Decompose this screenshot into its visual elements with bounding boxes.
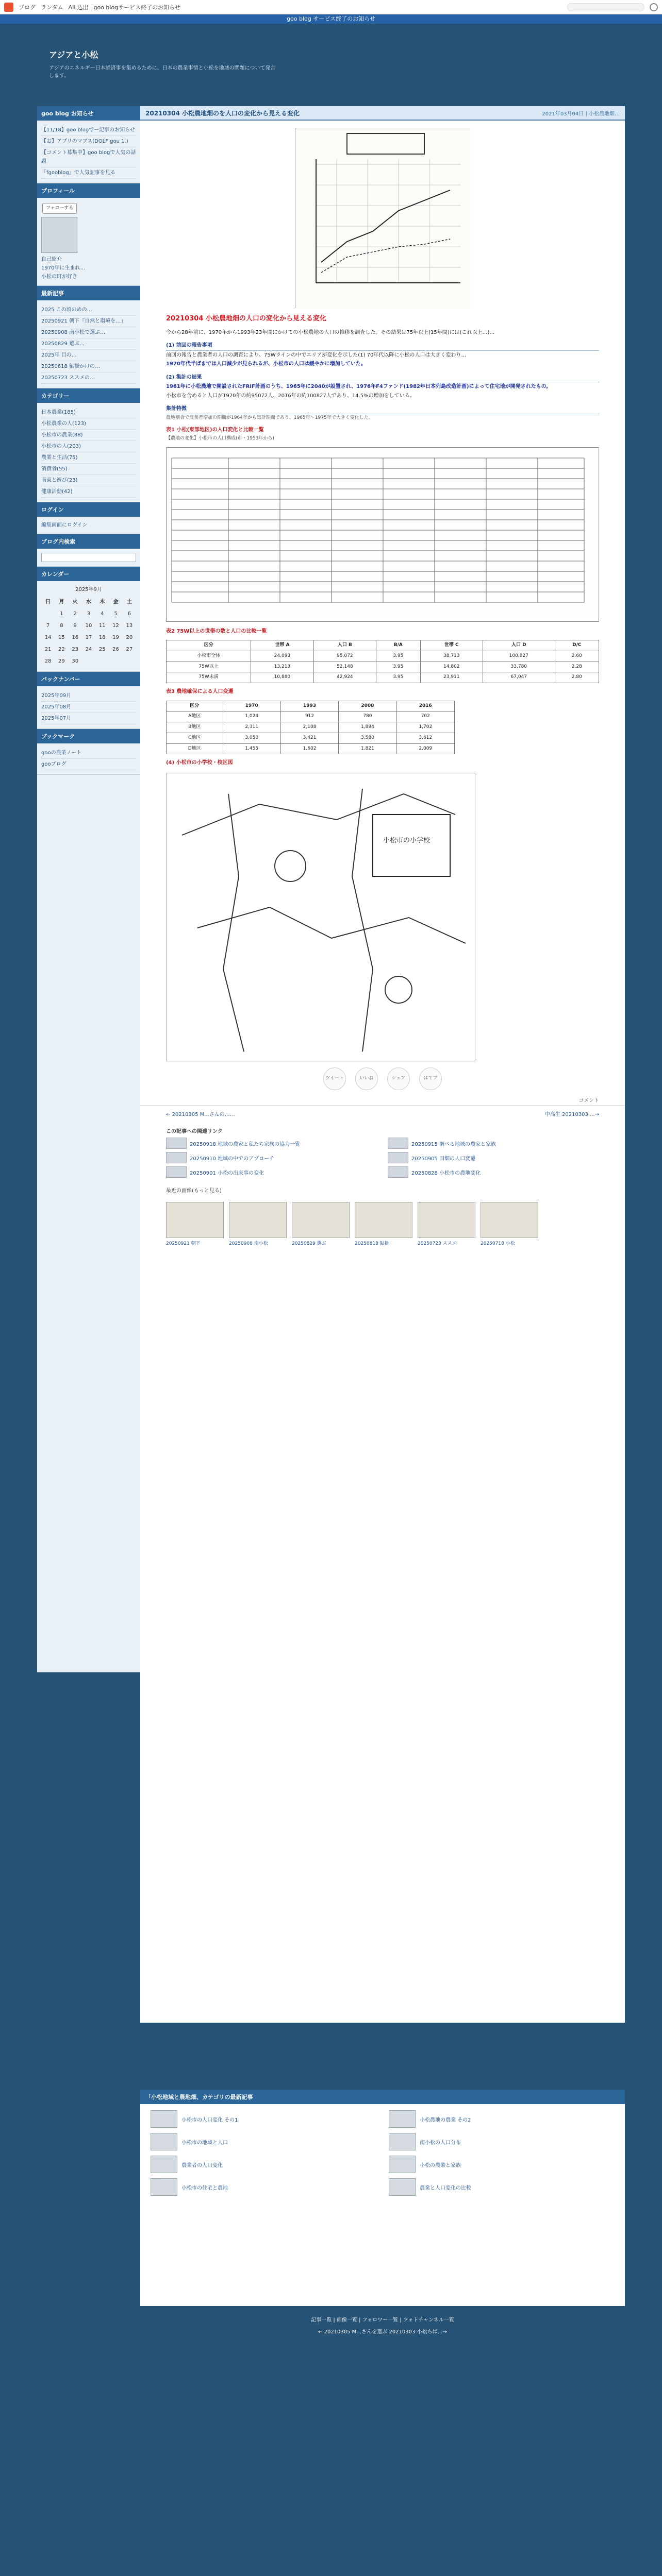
prev-post-link[interactable]: ← 20210305 M...さんの…… <box>166 1112 235 1118</box>
recent-item[interactable]: 2025 この頃のめの… <box>41 304 136 316</box>
article-panel <box>140 106 625 2023</box>
category-item[interactable]: 小松市の農業(88) <box>41 430 136 441</box>
table-heading: 表1 小松(東部地区)の人口変化と比較一覧 <box>166 427 264 433</box>
recent-image[interactable]: 20250818 鮎掛 <box>355 1202 412 1246</box>
related-title: この記事への関連リンク <box>166 1129 223 1135</box>
map-label: 小松市の小学校 <box>383 836 431 844</box>
recent-item[interactable]: 20250921 朝下『自然と環境を…」 <box>41 316 136 327</box>
backnumber-item[interactable]: 2025年08月 <box>41 702 136 713</box>
search-pill[interactable] <box>567 3 644 11</box>
related-item[interactable]: 20250918 地域の農家と私たち家族の協力一覧 <box>166 1138 377 1149</box>
category-item[interactable]: 小松農業の人(123) <box>41 418 136 430</box>
category-latest-item[interactable]: 小松の農業と家族 <box>389 2156 615 2173</box>
category-latest-thumbnail <box>389 2156 416 2173</box>
search-input[interactable] <box>41 553 136 562</box>
profile-line: 1970年に生まれ… <box>41 265 86 272</box>
category-item[interactable]: 農業と生活(75) <box>41 452 136 464</box>
bookmark-title: ブックマーク <box>37 729 140 743</box>
recent-image[interactable]: 20250908 南小松 <box>229 1202 287 1246</box>
bookmark-item[interactable]: gooの農業ノート <box>41 748 136 759</box>
article-paragraph: 農地割合で農業者増加の期間が1964年から集計期間であり、1965年〜1975年で大きく変化した。 <box>166 415 373 420</box>
category-latest-thumbnail <box>151 2178 177 2196</box>
category-latest-item[interactable]: 農業と人口変化の比較 <box>389 2178 615 2196</box>
table-row: 75W未満 10,880 42,924 3.95 23,911 67,047 2.80 <box>167 672 599 683</box>
related-item[interactable]: 20250901 小松の出来事の変化 <box>166 1166 377 1178</box>
recent-item[interactable]: 20250829 選ぶ… <box>41 338 136 350</box>
category-latest-item[interactable]: 小松市の住宅と農地 <box>151 2178 376 2196</box>
hatena-button[interactable]: はてブ <box>419 1067 442 1090</box>
category-latest-item[interactable]: 農業者の人口変化 <box>151 2156 376 2173</box>
table-subheading: 【農地の変化】小松市の人口構成(市・1953年から) <box>166 435 274 441</box>
bookmark-item[interactable]: gooブログ <box>41 759 136 770</box>
map-heading: (4) 小松市の小学校・校区図 <box>166 760 233 766</box>
table-heading: 表2 75W以上の世帯の数と人口の比較一覧 <box>166 628 267 634</box>
section-heading: (1) 前回の報告事項 <box>166 341 599 351</box>
next-post-link[interactable]: 中高生 20210303 ...→ <box>544 1112 599 1118</box>
category-latest-item[interactable]: 小松市の人口変化 その1 <box>151 2110 376 2128</box>
profile-box <box>37 183 140 286</box>
post-pager <box>140 1105 625 1122</box>
page-footer <box>140 2311 625 2337</box>
tweet-button[interactable]: ツイート <box>323 1067 346 1090</box>
sidebar <box>37 106 140 1672</box>
handwritten-graph-image <box>295 128 470 308</box>
gnav-item[interactable]: AIL込出 <box>68 4 89 11</box>
profile-line: 自己紹介 <box>41 257 62 263</box>
profile-title: プロフィール <box>37 183 140 198</box>
calendar-month: 2025年9月 <box>75 587 102 593</box>
category-item[interactable]: 健康活動(42) <box>41 486 136 498</box>
login-title: ログイン <box>37 502 140 517</box>
change-table: 区分 1970 1993 2008 2016 A地区 1,024 912 780 702 B地区 2,311 2,108 1,894 1,702 C地区 3,050 3,421 3,580 3,612 D地区 1,455 1,602 1,821 2,009 <box>166 701 455 755</box>
share-button[interactable]: シェア <box>387 1067 410 1090</box>
table-row: 75W以上 13,213 52,148 3.95 14,802 33,780 2.28 <box>167 662 599 672</box>
avatar <box>41 217 77 253</box>
recent-item[interactable]: 20250723 ススメの… <box>41 372 136 384</box>
recent-box <box>37 286 140 388</box>
scanned-table-image <box>166 447 599 622</box>
table-row: D地区 1,455 1,602 1,821 2,009 <box>167 743 455 754</box>
calendar-box <box>37 567 140 672</box>
category-latest-thumbnail <box>389 2133 416 2150</box>
article-paragraph: 小松市を含めると人口が1970年の約95072人、2016年の約100827人であり、14.5%の増加をしている。 <box>166 393 415 399</box>
recent-item[interactable]: 20250908 南小松で選ぶ… <box>41 327 136 338</box>
recent-image[interactable]: 20250829 選ぶ <box>292 1202 350 1246</box>
backnumber-title: バックナンバー <box>37 672 140 686</box>
related-thumbnail <box>166 1152 187 1163</box>
article-title[interactable]: 20210304 小松農地畑のを人口の変化から見える変化 <box>145 109 300 117</box>
recent-image[interactable]: 20250921 朝下 <box>166 1202 224 1246</box>
recent-image[interactable]: 20250718 小松 <box>481 1202 538 1246</box>
category-latest-thumbnail <box>151 2133 177 2150</box>
table-row: B地区 2,311 2,108 1,894 1,702 <box>167 722 455 733</box>
table-heading: 表3 農地確保による人口変遷 <box>166 689 234 695</box>
article-date: 2021年03月04日 | 小松農地畑… <box>542 111 620 117</box>
goo-logo-icon[interactable] <box>4 3 13 12</box>
category-latest-box <box>140 2090 625 2306</box>
recent-image[interactable]: 20250723 ススメ <box>418 1202 475 1246</box>
table-row: 小松市全体 24,093 95,072 3.95 38,713 100,827 2.60 <box>167 651 599 662</box>
handdrawn-map-image <box>166 773 475 1061</box>
section-heading: 集計特徴 <box>166 404 599 414</box>
article-heading: 20210304 小松農地畑の人口の変化から見える変化 <box>166 315 326 323</box>
notice-item[interactable]: 【コメント募集中】goo blogで人気の話題 <box>41 147 136 167</box>
service-notice-bar[interactable]: goo blog サービス終了のお知らせ <box>0 14 662 24</box>
login-link[interactable]: 編集画面にログイン <box>41 522 88 529</box>
comment-link[interactable]: コメント <box>578 1097 599 1104</box>
related-thumbnail <box>388 1166 408 1178</box>
category-item[interactable]: 消費者(55) <box>41 464 136 475</box>
article-title-bar <box>140 106 625 121</box>
comparison-table: 区分 世帯 A 人口 B B/A 世帯 C 人口 D D/C 小松市全体 24,093 95,072 3.95 38,713 100,827 2.60 75W以上 13,213 52,148 3.95 14,802 33,780 2.28 75W未満 10,880 42,924 3.95 23,911 67,047 2.80 <box>166 640 599 683</box>
highlight-text: 1970年代半ばまでは人口減少が見られるが、小松市の人口は緩やかに増加していた。 <box>166 361 366 367</box>
recent-images-title: 最近の画像(もっと見る) <box>166 1188 222 1194</box>
notice-item[interactable]: 【11/18】goo blogでー記事のお知らせ <box>41 125 136 136</box>
section-heading: (2) 集計の結果 <box>166 373 599 383</box>
category-latest-item[interactable]: 小松農地の農業 その2 <box>389 2110 615 2128</box>
bell-icon[interactable] <box>650 3 658 11</box>
calendar-title: カレンダー <box>37 567 140 581</box>
article-paragraph: 前回の報告と農業者の人口の調査により、75Wラインの中でエリアが変化を示した(1) 70年代以降に小松の人口は大きく変わり… <box>166 352 467 358</box>
related-posts <box>140 1122 625 1183</box>
search-title: ブログ内検索 <box>37 534 140 549</box>
gnav-item[interactable]: ランダム <box>41 4 63 11</box>
category-latest-item[interactable]: 小松市の地域と人口 <box>151 2133 376 2150</box>
category-latest-item[interactable]: 南小松の人口分布 <box>389 2133 615 2150</box>
share-buttons <box>166 1067 599 1090</box>
profile-line: 小松の町が好き <box>41 274 77 280</box>
notice-item[interactable]: 【お】アプリのマブス(DOLF gou 1.) <box>41 136 136 147</box>
backnumber-box <box>37 672 140 729</box>
recent-item[interactable]: 2025年 目の… <box>41 350 136 361</box>
blog-title[interactable]: アジアと小松 <box>49 50 98 60</box>
category-item[interactable]: 小松市の人(203) <box>41 441 136 452</box>
notice-box <box>37 106 140 183</box>
article-paragraph: 今から28年前に、1970年から1993年23年間にかけての小松農地の人口の推移を調査した。その結果は75年以上(15年間)には(これ以上…)… <box>166 329 495 335</box>
related-item[interactable]: 20250915 調べる地域の農家と家族 <box>388 1138 599 1149</box>
related-thumbnail <box>166 1138 187 1149</box>
category-item[interactable]: 日本農業(185) <box>41 407 136 418</box>
backnumber-item[interactable]: 2025年09月 <box>41 690 136 702</box>
blog-description: アジアのエネルギー日本経済事を集めるために、日本の農業事情と小松を地域の問題について発言します。 <box>49 65 276 79</box>
gnav-item[interactable]: goo blogサービス終了のお知らせ <box>93 4 180 11</box>
related-item[interactable]: 20250828 小松市の農地変化 <box>388 1166 599 1178</box>
footer-links[interactable]: 記事一覧 | 画像一覧 | フォロワー一覧 | フォトチャンネル一覧 <box>311 2317 454 2323</box>
highlight-text: 1961年に小松農地で開設されたFRIF計画のうち、1965年に2040が設置され、1976年F4ファンド(1982年日本列島改造計画)によって住宅地が開発されたもの。 <box>166 384 552 390</box>
blog-header <box>49 28 613 84</box>
login-box <box>37 502 140 534</box>
table-row: A地区 1,024 912 780 702 <box>167 711 455 722</box>
gnav-item[interactable]: ブログ <box>19 4 36 11</box>
backnumber-item[interactable]: 2025年07月 <box>41 713 136 724</box>
article-body <box>140 121 625 1105</box>
related-thumbnail <box>166 1166 187 1178</box>
category-box <box>37 388 140 502</box>
footer-pager[interactable]: ← 20210305 M…さんを選ぶ 20210303 小松ちば…→ <box>318 2329 447 2335</box>
table-row: C地区 3,050 3,421 3,580 3,612 <box>167 733 455 743</box>
category-title: カテゴリー <box>37 388 140 403</box>
related-thumbnail <box>388 1138 408 1149</box>
recent-title: 最新記事 <box>37 286 140 300</box>
category-latest-thumbnail <box>151 2110 177 2128</box>
related-thumbnail <box>388 1152 408 1163</box>
category-item[interactable]: 南東と遊び(23) <box>41 475 136 486</box>
category-latest-thumbnail <box>151 2156 177 2173</box>
bookmark-box <box>37 729 140 775</box>
notice-title: goo blog お知らせ <box>37 106 140 121</box>
recent-item[interactable]: 20250618 鮎掛かけの… <box>41 361 136 372</box>
notice-item[interactable]: 「fgooblog」で人気記事を見る <box>41 167 136 179</box>
recent-images <box>140 1197 625 1251</box>
global-nav <box>0 0 662 14</box>
related-item[interactable]: 20250905 田畑の人口変遷 <box>388 1152 599 1163</box>
search-box <box>37 534 140 567</box>
category-latest-title: 「小松地域と農地畑、カテゴリの最新記事 <box>140 2090 625 2104</box>
related-item[interactable]: 20250910 地域の中でのアプローチ <box>166 1152 377 1163</box>
calendar-table: 日 月 火 水 木 金 土 1 2 3 4 5 6 7 8 9 10 11 12 13 14 15 16 17 18 19 20 21 22 23 24 25 26 27 28 29 30 <box>44 599 133 665</box>
page-wrapper <box>0 24 662 2576</box>
category-latest-thumbnail <box>389 2110 416 2128</box>
like-button[interactable]: いいね <box>355 1067 378 1090</box>
follow-button[interactable]: フォローする <box>42 203 77 214</box>
category-latest-thumbnail <box>389 2178 416 2196</box>
